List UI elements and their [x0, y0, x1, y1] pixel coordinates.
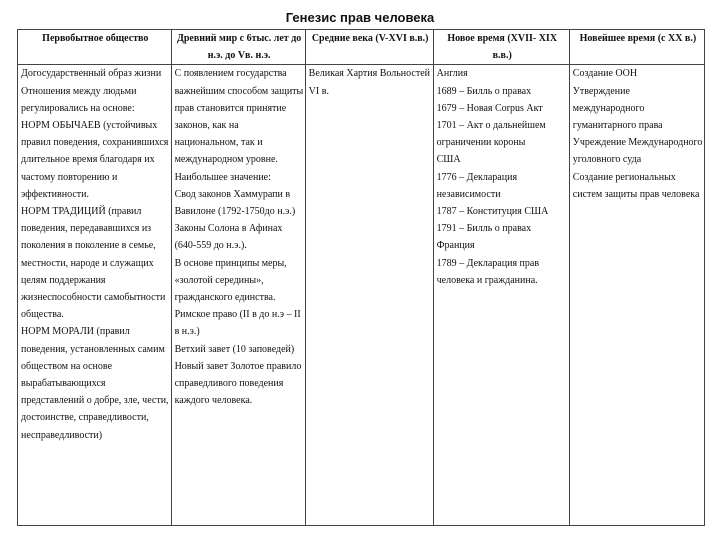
- header-ancient-world: Древний мир с 6тыс. лет до н.э. до Vв. н.э.: [171, 30, 305, 65]
- cell-primitive-society: Догосударственный образ жизни Отношения между людьми регулировались на основе: НОРМ ОБЫЧАЕВ (устойчивых правил поведения, сохранившихся длительное время благодаря их частому повторению и эффективности. НОРМ ТРАДИЦИЙ (правил поведения, передававшихся из поколения в поколение в семье, местности, народе и служащих целям поддержания жизнеспособности самобытности общества. НОРМ МОРАЛИ (правил поведения, установленных самим обществом на основе вырабатывающихся представлений о добре, зле, чести, достоинстве, справедливости, несправедливости): [18, 65, 172, 526]
- table-header-row: [18, 30, 705, 65]
- rights-genesis-table: [17, 29, 705, 526]
- header-modern-times: Новое время (XVII- XIX в.в.): [433, 30, 569, 65]
- cell-middle-ages: Великая Хартия Вольностей VI в.: [305, 65, 433, 526]
- cell-modern-times: Англия 1689 – Билль о правах 1679 – Новая Corpus Акт 1701 – Акт о дальнейшем ограничении короны США 1776 – Декларация независимости 1787 – Конституция США 1791 – Билль о правах Франция 1789 – Декларация прав человека и гражданина.: [433, 65, 569, 526]
- page-title: Генезис прав человека: [285, 10, 435, 25]
- header-contemporary-times: Новейшее время (с XX в.): [569, 30, 704, 65]
- cell-contemporary-times: Создание ООН Утверждение международного гуманитарного права Учреждение Международного уголовного суда Создание региональных систем защиты прав человека: [569, 65, 704, 526]
- cell-ancient-world: С появлением государства важнейшим способом защиты прав становится принятие законов, как на национальном, так и международном уровне. Наибольшее значение: Свод законов Хаммурапи в Вавилоне (1792-1750до н.э.) Законы Солона в Афинах (640-559 до н.э.). В основе принципы меры, «золотой середины», гражданского единства. Римское право (II в до н.э – II в н.э.) Ветхий завет (10 заповедей) Новый завет Золотое правило справедливого поведения каждого человека.: [171, 65, 305, 526]
- table-row: [18, 65, 705, 526]
- header-middle-ages: Средние века (V-XVI в.в.): [305, 30, 433, 65]
- header-primitive-society: Первобытное общество: [18, 30, 172, 65]
